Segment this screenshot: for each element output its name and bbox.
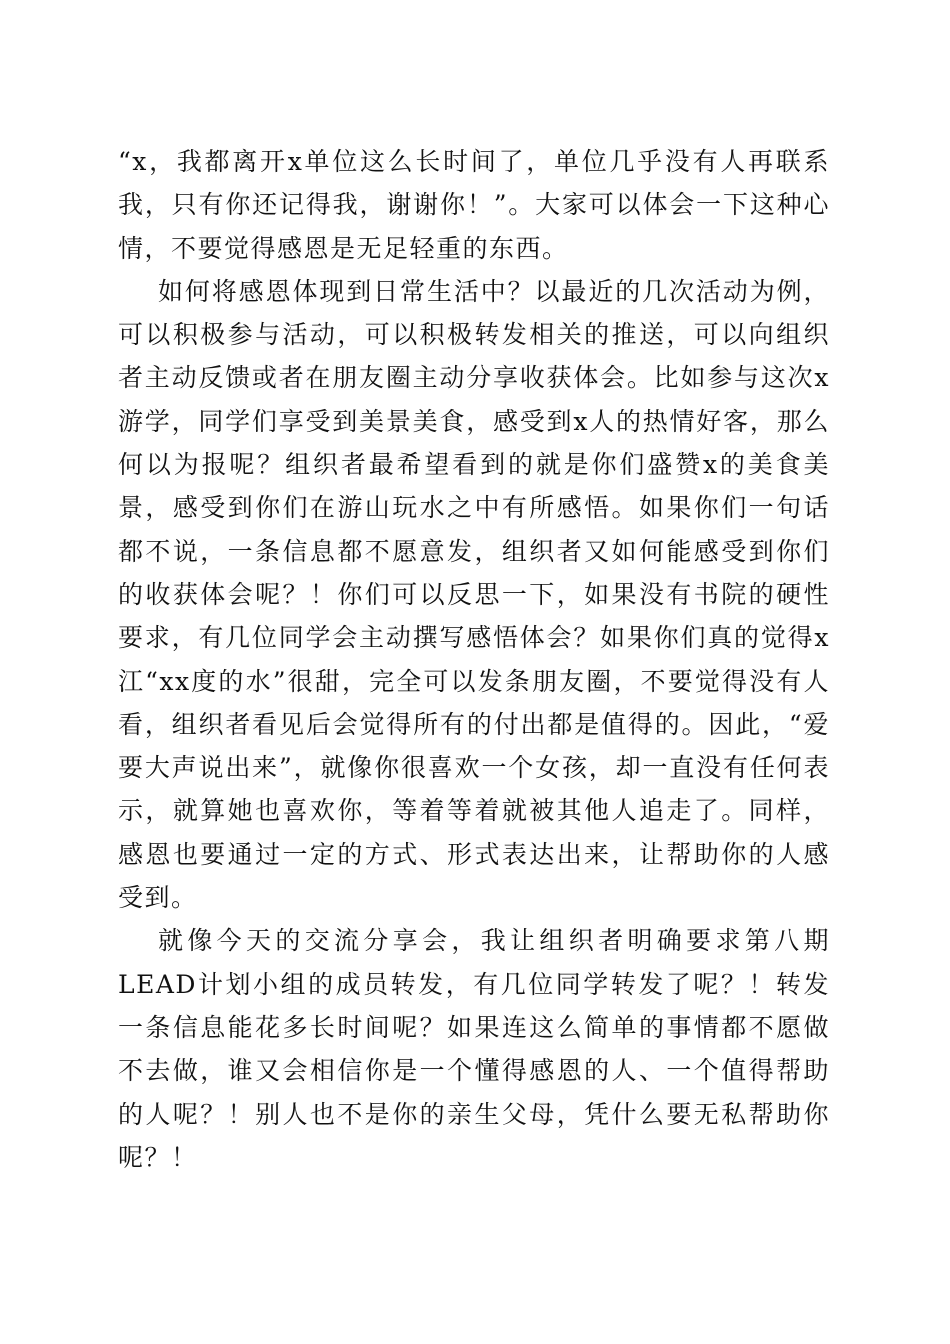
document-body: [118, 140, 830, 1179]
paragraph-2: 如何将感恩体现到日常生活中？以最近的几次活动为例，可以积极参与活动，可以积极转发相关的推送，可以向组织者主动反馈或者在朋友圈主动分享收获体会。比如参与这次x游学，同学们享受到美景美食，感受到x人的热情好客，那么何以为报呢？组织者最希望看到的就是你们盛赞x的美食美景，感受到你们在游山玩水之中有所感悟。如果你们一句话都不说，一条信息都不愿意发，组织者又如何能感受到你们的收获体会呢？！你们可以反思一下，如果没有书院的硬性要求，有几位同学会主动撰写感悟体会？如果你们真的觉得x江“xx度的水”很甜，完全可以发条朋友圈，不要觉得没有人看，组织者看见后会觉得所有的付出都是值得的。因此，“爱要大声说出来”，就像你很喜欢一个女孩，却一直没有任何表示，就算她也喜欢你，等着等着就被其他人追走了。同样，感恩也要通过一定的方式、形式表达出来，让帮助你的人感受到。: [118, 276, 830, 913]
paragraph-3: 就像今天的交流分享会，我让组织者明确要求第八期LEAD计划小组的成员转发，有几位同学转发了呢？！转发一条信息能花多长时间呢？如果连这么简单的事情都不愿做不去做，谁又会相信你是一个懂得感恩的人、一个值得帮助的人呢？！别人也不是你的亲生父母，凭什么要无私帮助你呢？！: [118, 926, 830, 1172]
paragraph-1: “x，我都离开x单位这么长时间了，单位几乎没有人再联系我，只有你还记得我，谢谢你！”。大家可以体会一下这种心情，不要觉得感恩是无足轻重的东西。: [118, 147, 830, 263]
